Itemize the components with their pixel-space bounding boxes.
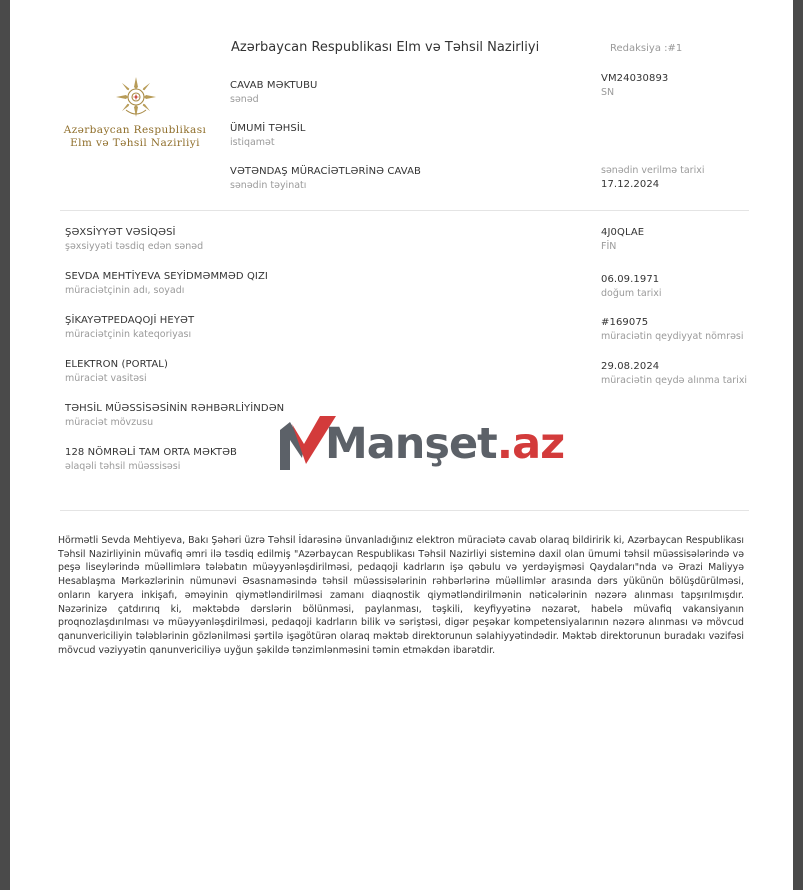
application-channel-caption: müraciət vasitəsi [65, 373, 147, 384]
purpose-value: VƏTƏNDAŞ MÜRACİƏTLƏRİNƏ CAVAB [230, 166, 421, 177]
ministry-logo-line-1: Azərbaycan Respublikası [63, 124, 207, 136]
left-frame-edge [0, 0, 10, 890]
id-document-caption: şəxsiyyəti təsdiq edən sənəd [65, 241, 204, 252]
ministry-logo-text [56, 124, 214, 150]
watermark-text [325, 418, 564, 470]
direction-caption: istiqamət [230, 137, 275, 148]
right-frame-edge [793, 0, 803, 890]
registration-number-value: #169075 [601, 317, 649, 328]
ministry-logo-line-2: Elm və Təhsil Nazirliyi [70, 137, 200, 149]
revision-label: Redaksiya :#1 [610, 43, 683, 54]
application-channel-value: ELEKTRON (PORTAL) [65, 359, 168, 370]
registration-date-value: 29.08.2024 [601, 361, 660, 372]
fin-value: 4J0QLAE [601, 227, 645, 238]
letter-body-text: Hörmətli Sevda Mehtiyeva, Bakı Şəhəri üzrə Təhsil İdarəsinə ünvanladığınız elektron müraciətə cavab olaraq bildiririk ki, Azərbaycan Respublikası Təhsil Nazirliyinin müvafiq əmri ilə təsdiq edilmiş "Azərbaycan Respublikası Təhsil Nazirliyi sisteminə daxil olan ümumi təhsil müəssisələrində və peşə liseylərində müəllimlərə tələbatın müəyyənləşdirilməsi, pedaqoji kadrların işə qəbulu və yerdəyişməsi Qaydaları"nda və Ərazi Maliyyə Hesablaşma Mərkəzlərinin nümunəvi Əsasnaməsində təhsil müəssisələrinin rəhbərlərinə müəllimlər arasında dərs yükünün bölüşdürülməsi, onların karyera inkişafı, əməyinin qiymətləndirilməsi zamanı diaqnostik qiymətləndirilmənin nəticələrinin nəzərə alınması tapşırılmışdır. Nəzərinizə çatdırırıq ki, məktəbdə dərslərin bölünməsi, paylanması, təşkili, keyfiyyətinə nəzarət, habelə müvafiq vakansiyanın proqnozlaşdırılması və müəyyənləşdirilməsi, pedaqoji kadrların bilik və səriştəsi, digər peşəkar kompetensiyalarının nəzərə alınması və mövcud qanunvericiliyin tələblərinin gözlənilməsi şərtilə işəgötürən olaraq məktəb direktorunun səlahiyyətindədir. Məktəb direktorunun buradakı vəzifəsi mövcud vəziyyətin qanunvericiliyə uyğun şəkildə tənzimlənməsini təmin etməkdən ibarətdir. [58, 535, 744, 656]
issue-date-caption: sənədin verilmə tarixi [601, 165, 705, 176]
watermark-main: Manşet [325, 419, 497, 469]
applicant-name-caption: müraciətçinin adı, soyadı [65, 285, 185, 296]
fin-caption: FİN [601, 241, 617, 252]
document-type-value: CAVAB MƏKTUBU [230, 80, 318, 91]
ministry-emblem-icon [113, 74, 159, 120]
applicant-category-caption: müraciətçinin kateqoriyası [65, 329, 192, 340]
id-document-value: ŞƏXSİYYƏT VƏSİQƏSİ [65, 227, 176, 238]
application-subject-value: TƏHSİL MÜƏSSİSƏSİNİN RƏHBƏRLİYİNDƏN [65, 403, 285, 414]
related-school-caption: əlaqəli təhsil müəssisəsi [65, 461, 181, 472]
application-subject-caption: müraciət mövzusu [65, 417, 154, 428]
serial-number-value: VM24030893 [601, 73, 669, 84]
issue-date-value: 17.12.2024 [601, 179, 660, 190]
document-type-caption: sənəd [230, 94, 259, 105]
purpose-caption: sənədin təyinatı [230, 180, 307, 191]
applicant-name-value: SEVDA MEHTİYEVA SEYİDMƏMMƏD QIZI [65, 271, 268, 282]
birth-date-value: 06.09.1971 [601, 274, 660, 285]
serial-number-caption: SN [601, 87, 615, 98]
watermark-tld: .az [496, 419, 565, 469]
section-divider-top [60, 210, 749, 211]
registration-date-caption: müraciətin qeydə alınma tarixi [601, 375, 748, 386]
section-divider-bottom [60, 510, 749, 511]
registration-number-caption: müraciətin qeydiyyat nömrəsi [601, 331, 744, 342]
applicant-category-value: ŞİKAYƏTPEDAQOJİ HEYƏT [65, 315, 195, 326]
related-school-value: 128 NÖMRƏLİ TAM ORTA MƏKTƏB [65, 447, 238, 458]
direction-value: ÜMUMİ TƏHSİL [230, 123, 306, 134]
birth-date-caption: doğum tarixi [601, 288, 662, 299]
document-title: Azərbaycan Respublikası Elm və Təhsil Nazirliyi [231, 40, 540, 55]
